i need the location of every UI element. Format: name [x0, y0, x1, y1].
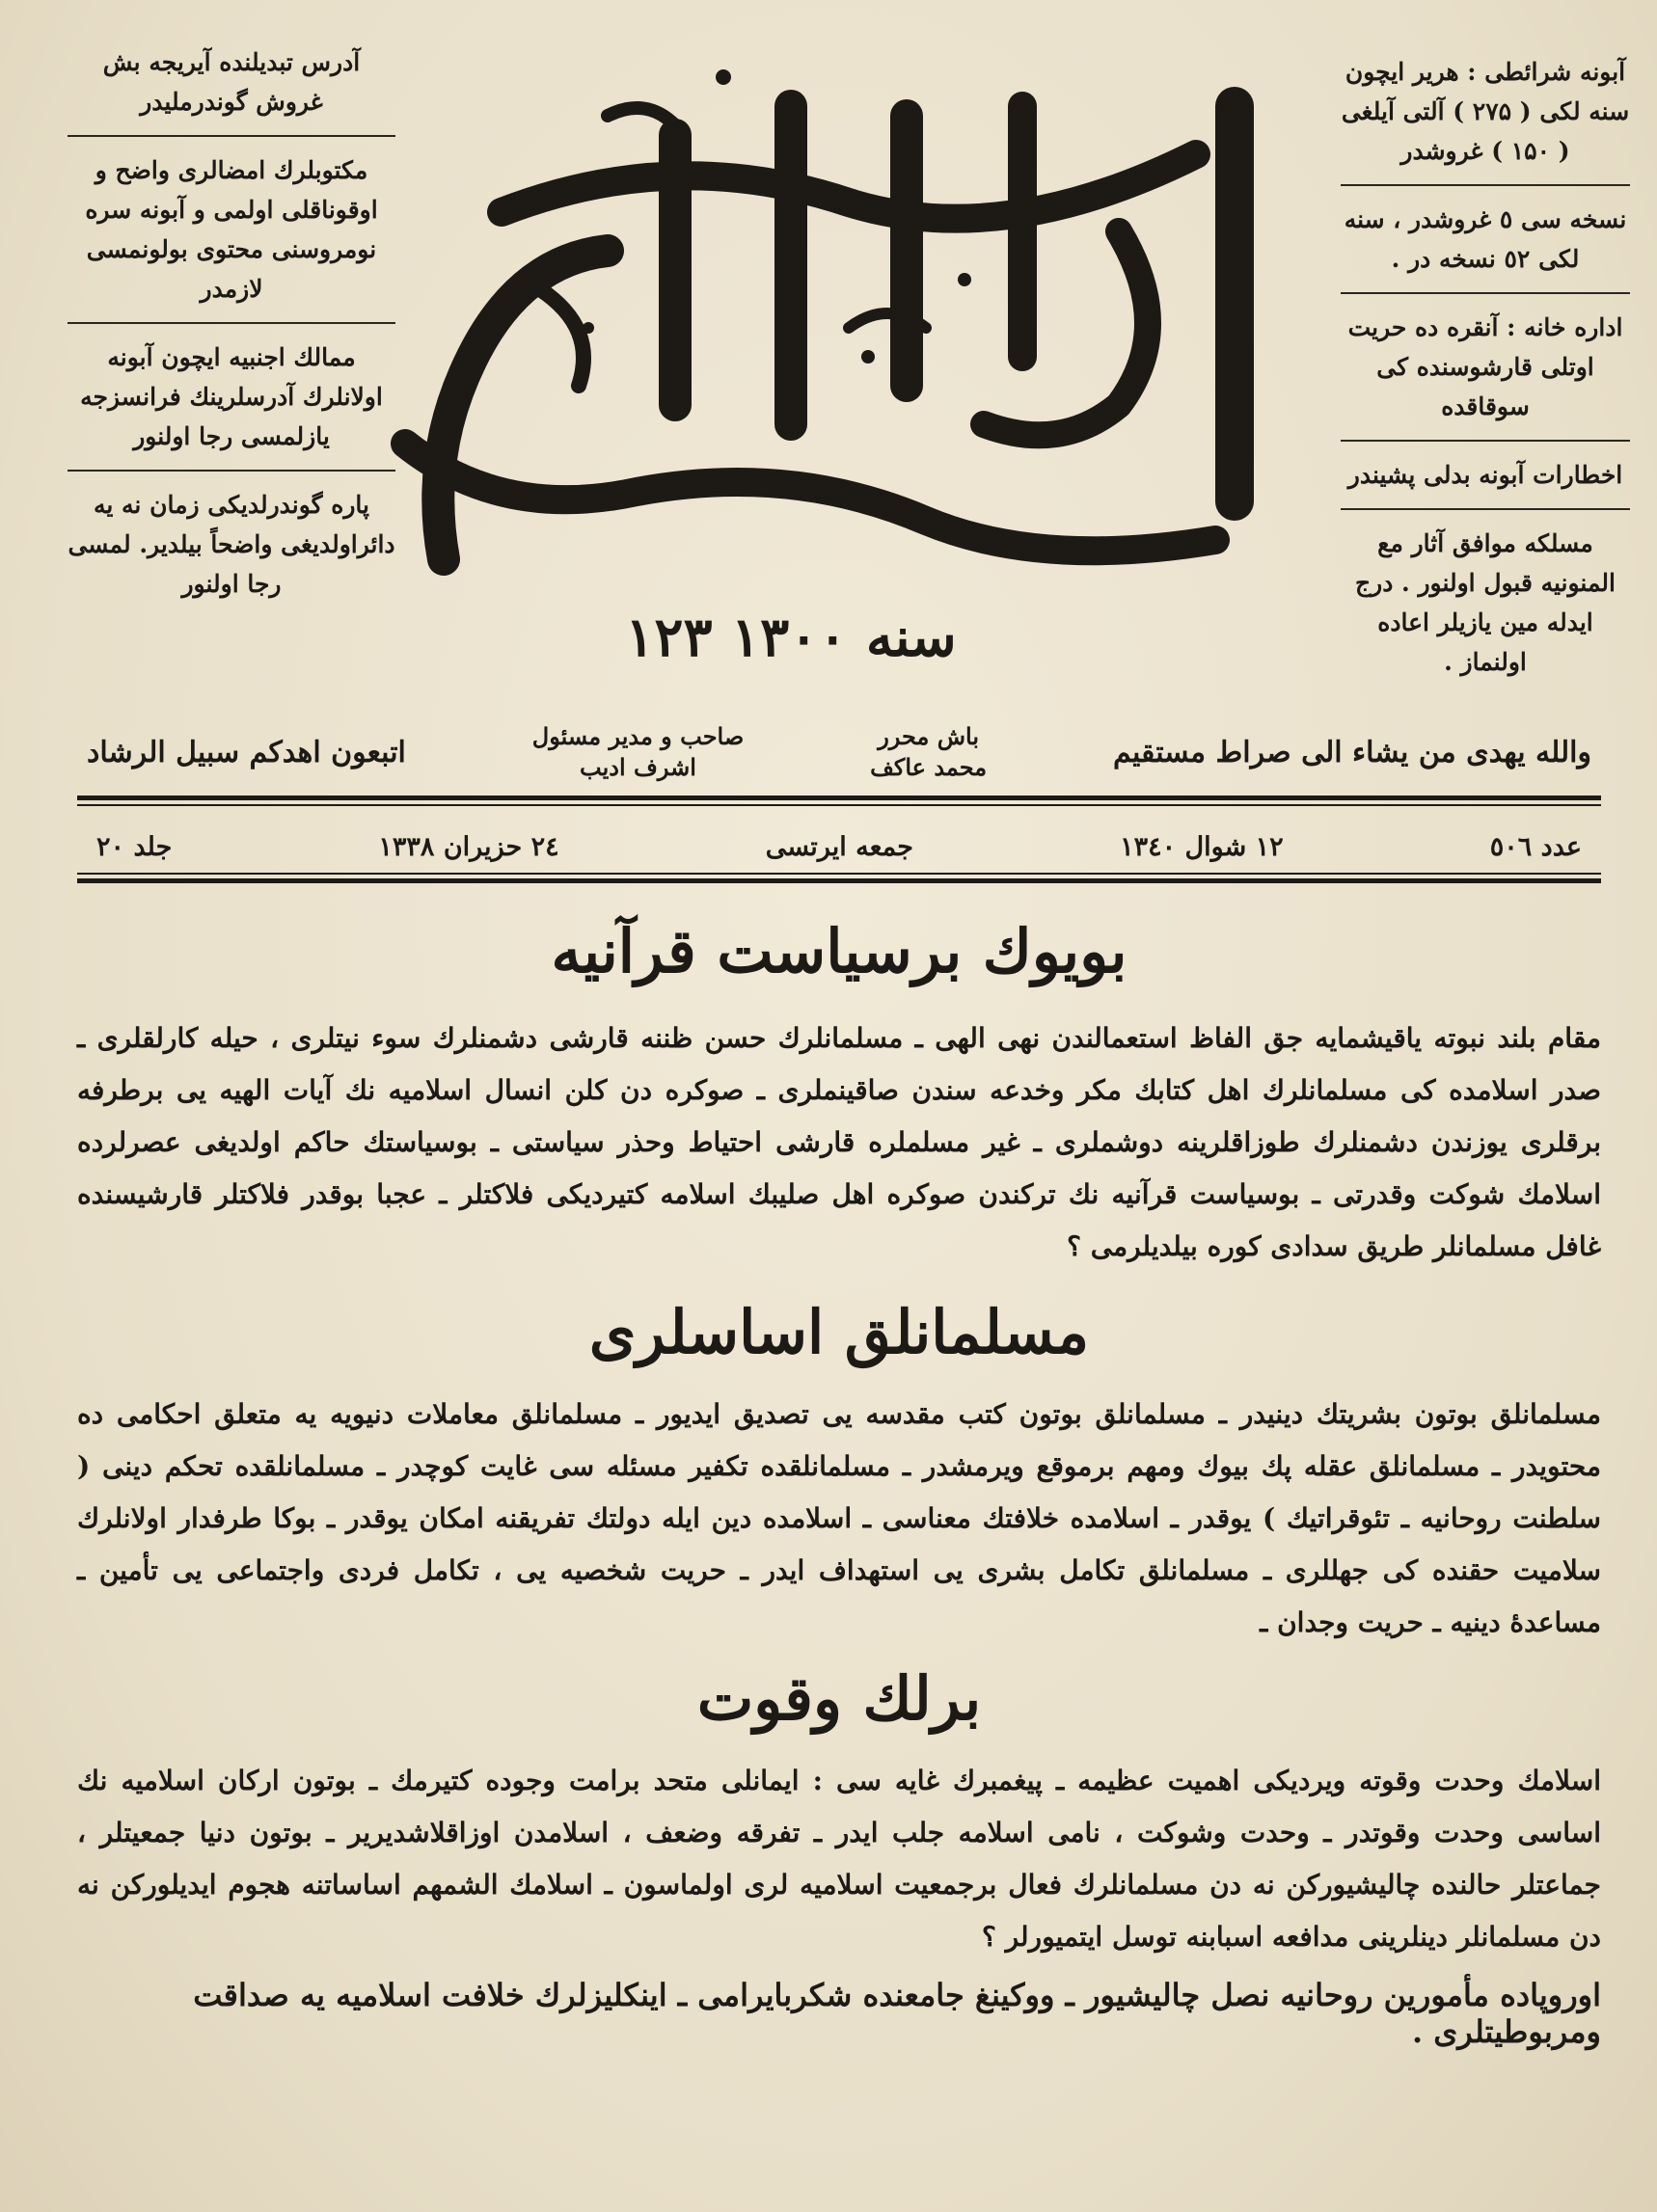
hijri-date: ١٢ شوال ١٣٤٠	[1120, 831, 1284, 862]
left-notice-column	[68, 29, 395, 617]
article-footer-line: اوروپاده مأمورین روحانیه نصل چالیشیور ـ ووکینغ جامعنده شکربایرامی ـ اینکلیزلرك خلافت اسلامیه یه صداقت ومربوطیتلری .	[193, 1977, 1601, 2050]
terms-warnings: اخطارات آبونه بدلی پشیندر	[1341, 442, 1630, 510]
issue-number: عدد ٥٠٦	[1489, 831, 1582, 862]
article-2-headline: مسلمانلق اساسلری	[588, 1297, 1090, 1367]
divider-top	[77, 796, 1601, 800]
divider-bottom	[77, 878, 1601, 883]
issue-info-row	[96, 818, 1582, 876]
terms-submissions: مسلکه موافق آثار مع المنونیه قبول اولنور . درج ایدله مین یازیلر اعاده اولنماز .	[1355, 529, 1616, 676]
terms-price: نسخه سی ٥ غروشدر ، سنه لکی ٥٢ نسخه در .	[1341, 186, 1630, 294]
notice-letters: مکتوبلرك امضالری واضح و اوقوناقلی اولمی و آبونه سره نومروسنی محتوی بولونمسی لازمدر	[68, 137, 395, 324]
motto-slogan: اتبعون اهدکم سبیل الرشاد	[87, 735, 406, 769]
notice-foreign: ممالك اجنبیه ایچون آبونه اولانلرك آدرسلرینك فرانسزجه یازلمسی رجا اولنور	[68, 324, 395, 472]
article-3-headline: برلك وقوت	[696, 1663, 982, 1734]
terms-subscription: آبونه شرائطی : هریر ایچون سنه لکی ( ۲۷۵ ) آلتی آیلغی ( ۱۵۰ ) غروشدر	[1341, 39, 1630, 186]
volume-number: جلد ٢٠	[96, 831, 173, 862]
masthead-year: سنه ۱۳۰۰ ۱۲۳	[625, 606, 957, 669]
masthead	[386, 39, 1312, 675]
rumi-date: ٢٤ حزیران ١٣٣٨	[378, 831, 559, 862]
notice-address-change: آدرس تبدیلنده آیریجه بش غروش گوندرملیدر	[68, 29, 395, 137]
notice-payment: پاره گوندرلدیکی زمان نه یه دائراولدیغی واضحاً بیلدیر. لمسی رجا اولنور	[68, 491, 395, 598]
issue-day: جمعه ایرتسی	[765, 831, 913, 862]
masthead-calligraphy	[386, 39, 1312, 675]
motto-verse: والله یهدی من یشاء الی صراط مستقیم	[1113, 735, 1591, 769]
motto-row	[87, 718, 1591, 786]
terms-office: اداره خانه : آنقره ده حریت اوتلی قارشوسنده کی سوقاقده	[1341, 294, 1630, 442]
chief-editor: باش محرر محمد عاکف	[870, 722, 988, 781]
divider-bottom-thin	[77, 873, 1601, 875]
article-3-body: اسلامك وحدت وقوته ویردیکی اهمیت عظیمه ـ پیغمبرك غایه سی : ایمانلی متحد برامت وجوده کتیرمك ـ بوتون ارکان اسلامیه نك اساسی وحدت وقوتدر ـ وحدت وشوکت ، نامی اسلامه جلب ایدر ـ تفرقه وضعف ، اسلامدن اوزاقلاشدیریر ـ بوتون دنیا جمعیتلر ، جماعتلر حالنده چالیشیورکن نه دن مسلمانلرك فعال برجمعیت اسلامیه لری اولماسون ـ اسلامك الشمهم اساساتنه هجوم ایدیلورکن نه دن مسلمانلر دینلرینی مدافعه اسبابنه توسل ایتمیورلر ؟	[77, 1765, 1601, 1953]
article-1-headline: بویوك برسیاست قرآنیه	[551, 916, 1127, 986]
owner-editor: صاحب و مدیر مسئول اشرف ادیب	[531, 722, 745, 781]
right-terms-column	[1341, 39, 1630, 695]
divider-top-thin	[77, 804, 1601, 806]
article-1-body: مقام بلند نبوته یاقیشمایه جق الفاظ استعمالندن نهی الهی ـ مسلمانلرك حسن ظننه قارشی دشمنلرك سوء نیتلری ، حیله کارلقلری ـ صدر اسلامده کی مسلمانلرك اهل کتابك مکر وخدعه سندن صاقینملری ـ صوکره دن کلن انسال اسلامیه نك آیات الهیه یی برطرفه برقلری یوزندن دشمنلرك طوزاقلرینه دوشملری ـ غیر مسلملره قارشی احتیاط وحذر سیاستی ـ بوسیاستك حاکم اولدیغی عصرلرده اسلامك شوکت وقدرتی ـ بوسیاست قرآنیه نك ترکندن صوکره اهل صلیبك اسلامه کتیردیکی فلاکتلر ـ عجبا بوقدر فلاکتلر قارشیسنده غافل مسلمانلر طریق سدادی کوره بیلدیلرمی ؟	[77, 1022, 1601, 1262]
article-2-body: مسلمانلق بوتون بشریتك دینیدر ـ مسلمانلق بوتون کتب مقدسه یی تصدیق ایدیور ـ مسلمانلق معاملات دنیویه یه متعلق احکامی ده محتویدر ـ مسلمانلق عقله پك بیوك ومهم برموقع ویرمشدر ـ مسلمانلقده تکفیر مسئله سی غایت کوچدر ـ مسلمانلقده تحکم دینی ( سلطنت روحانیه ـ تئوقراتیك ) یوقدر ـ اسلامده خلافتك معناسی ـ اسلامده دین ایله دولتك تفریقنه امکان یوقدر ـ بوکا طرفدار اولانلرك سلامیت حقنده کی جهللری ـ مسلمانلق تکامل بشری یی استهداف ایدر ـ حریت شخصیه یی ، تکامل فردی واجتماعی یی تأمین ـ مساعدهٔ دینیه ـ حریت وجدان ـ	[77, 1398, 1601, 1638]
